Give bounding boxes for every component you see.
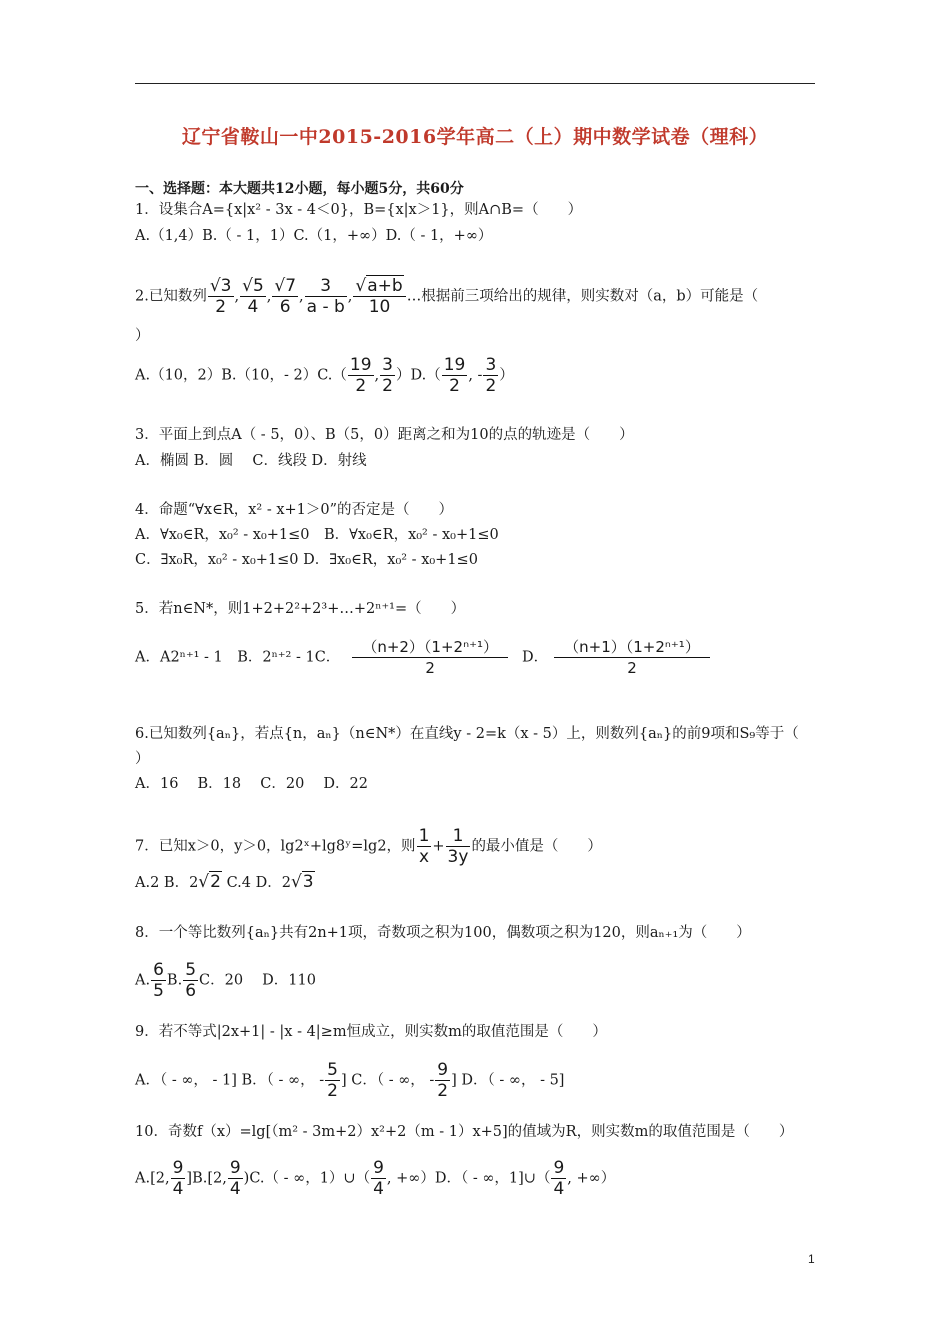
fraction: $\frac{√5}{4}$	[242, 276, 264, 317]
question-10-stem: 10．奇数f（x）=lg[（m² - 3m+2）x²+2（m - 1）x+5]的值域为R，则实数m的取值范围是（ ）	[135, 1124, 794, 1140]
fraction: $\frac{3}{2}$	[485, 355, 497, 396]
question-8-stem: 8．一个等比数列{aₙ}共有2n+1项，奇数项之积为100，偶数项之积为120，则aₙ₊₁为（ ）	[135, 925, 751, 941]
question-7-stem: 7．已知x＞0，y＞0，lg2ˣ+lg8ʸ=lg2，则 $\frac{1}{x}$ + $\frac{1}{3y}$ 的最小值是（ ）	[135, 826, 602, 867]
fraction: $\frac{3}{2}$	[382, 355, 393, 396]
question-1-options: A.（1,4）B.（ - 1，1）C.（1，+∞）D.（ - 1，+∞）	[135, 228, 493, 244]
question-4-stem: 4．命题“∀x∈R，x² - x+1＞0”的否定是（ ）	[135, 502, 454, 518]
page-title: 辽宁省鞍山一中2015-2016学年高二（上）期中数学试卷（理科）	[181, 126, 769, 148]
fraction: $\frac{5}{2}$	[327, 1060, 338, 1101]
page-number: 1	[808, 1252, 815, 1266]
question-3-options: A．椭圆 B．圆 C．线段 D．射线	[135, 453, 367, 469]
question-9-stem: 9．若不等式|2x+1| - |x - 4|≥m恒成立，则实数m的取值范围是（ ）	[135, 1024, 607, 1040]
fraction: $\frac{19}{2}$	[443, 355, 466, 396]
fraction: $\frac{6}{5}$	[153, 960, 164, 1001]
fraction: $\frac{√a+b}{10}$	[353, 276, 405, 317]
question-6-options: A．16 B．18 C．20 D．22	[135, 776, 368, 792]
question-6-continuation: ）	[135, 751, 150, 767]
question-6-stem: 6.已知数列{aₙ}，若点{n，aₙ}（n∈N*）在直线y - 2=k（x - 5）上，则数列{aₙ}的前9项和S₉等于（	[135, 726, 799, 742]
fraction: $\frac{9}{4}$	[172, 1158, 184, 1199]
question-5-options: A．A2ⁿ⁺¹ - 1 B．2ⁿ⁺² - 1C． $\frac{\text{（n+2）（1+2ⁿ⁺¹）}}{2}$ D． $\frac{\text{（n+1）（1+2ⁿ⁺¹）}}{2}$	[135, 637, 711, 678]
fraction: $\frac{5}{6}$	[185, 960, 197, 1001]
question-4-options-ab: A．∀x₀∈R，x₀² - x₀+1≤0 B．∀x₀∈R，x₀² - x₀+1≤0	[135, 527, 499, 543]
fraction: $\frac{19}{2}$	[349, 355, 372, 396]
question-7-options: A.2 B．2√2 C.4 D．2√3	[135, 872, 314, 892]
fraction: $\frac{9}{2}$	[437, 1060, 449, 1101]
question-2-stem: 2.已知数列 $\frac{√3}{2}$ , $\frac{√5}{4}$ , $\frac{√7}{6}$ , $\frac{3}{a - b}$ , $\frac{√a+b}{10}$ …根据前三项给出的规律，则实数对（a，b）可能是（	[135, 276, 759, 317]
square-root: √2	[198, 872, 221, 892]
fraction: $\frac{√3}{2}$	[209, 276, 232, 317]
fraction: $\frac{√7}{6}$	[274, 276, 297, 317]
fraction: $\frac{1}{3y}$	[447, 826, 469, 867]
fraction: $\frac{9}{4}$	[553, 1158, 565, 1199]
fraction: $\frac{9}{4}$	[229, 1158, 241, 1199]
question-9-options: A．（ - ∞， - 1] B．（ - ∞， - $\frac{5}{2}$ ] C．（ - ∞， - $\frac{9}{2}$ ] D．（ - ∞， - 5]	[135, 1060, 565, 1101]
section-heading: 一、选择题：本大题共12小题，每小题5分，共60分	[135, 181, 464, 197]
question-4-options-cd: C．∃x₀R，x₀² - x₀+1≤0 D．∃x₀∈R，x₀² - x₀+1≤0	[135, 552, 478, 568]
question-3-stem: 3．平面上到点A（ - 5，0）、B（5，0）距离之和为10的点的轨迹是（ ）	[135, 427, 634, 443]
fraction: $\frac{3}{a - b}$	[306, 276, 345, 317]
question-8-options: A. $\frac{6}{5}$ B. $\frac{5}{6}$ C．20 D．110	[135, 960, 316, 1001]
question-5-stem: 5．若n∈N*，则1+2+2²+2³+…+2ⁿ⁺¹=（ ）	[135, 601, 466, 617]
square-root: √3	[290, 872, 314, 892]
question-2-options: A.（10，2）B.（10，- 2）C.（ $\frac{19}{2}$ , $\frac{3}{2}$ ）D.（ $\frac{19}{2}$ , - $\frac{3}{2}$ ）	[135, 355, 514, 396]
top-rule	[135, 83, 815, 84]
question-10-options: A.[2, $\frac{9}{4}$ ]B.[2, $\frac{9}{4}$ )C.（ - ∞，1）∪（ $\frac{9}{4}$ , +∞）D．（ - ∞，1]∪（ $\frac{9}{4}$ , +∞）	[135, 1158, 616, 1199]
fraction: $\frac{\text{（n+2）（1+2ⁿ⁺¹）}}{2}$	[352, 637, 508, 678]
fraction: $\frac{\text{（n+1）（1+2ⁿ⁺¹）}}{2}$	[554, 637, 710, 678]
fraction: $\frac{9}{4}$	[373, 1158, 384, 1199]
question-2-continuation: ）	[135, 328, 150, 344]
fraction: $\frac{1}{x}$	[418, 826, 430, 867]
question-1-stem: 1．设集合A={x|x² - 3x - 4＜0}，B={x|x＞1}，则A∩B=（ ）	[135, 202, 583, 218]
